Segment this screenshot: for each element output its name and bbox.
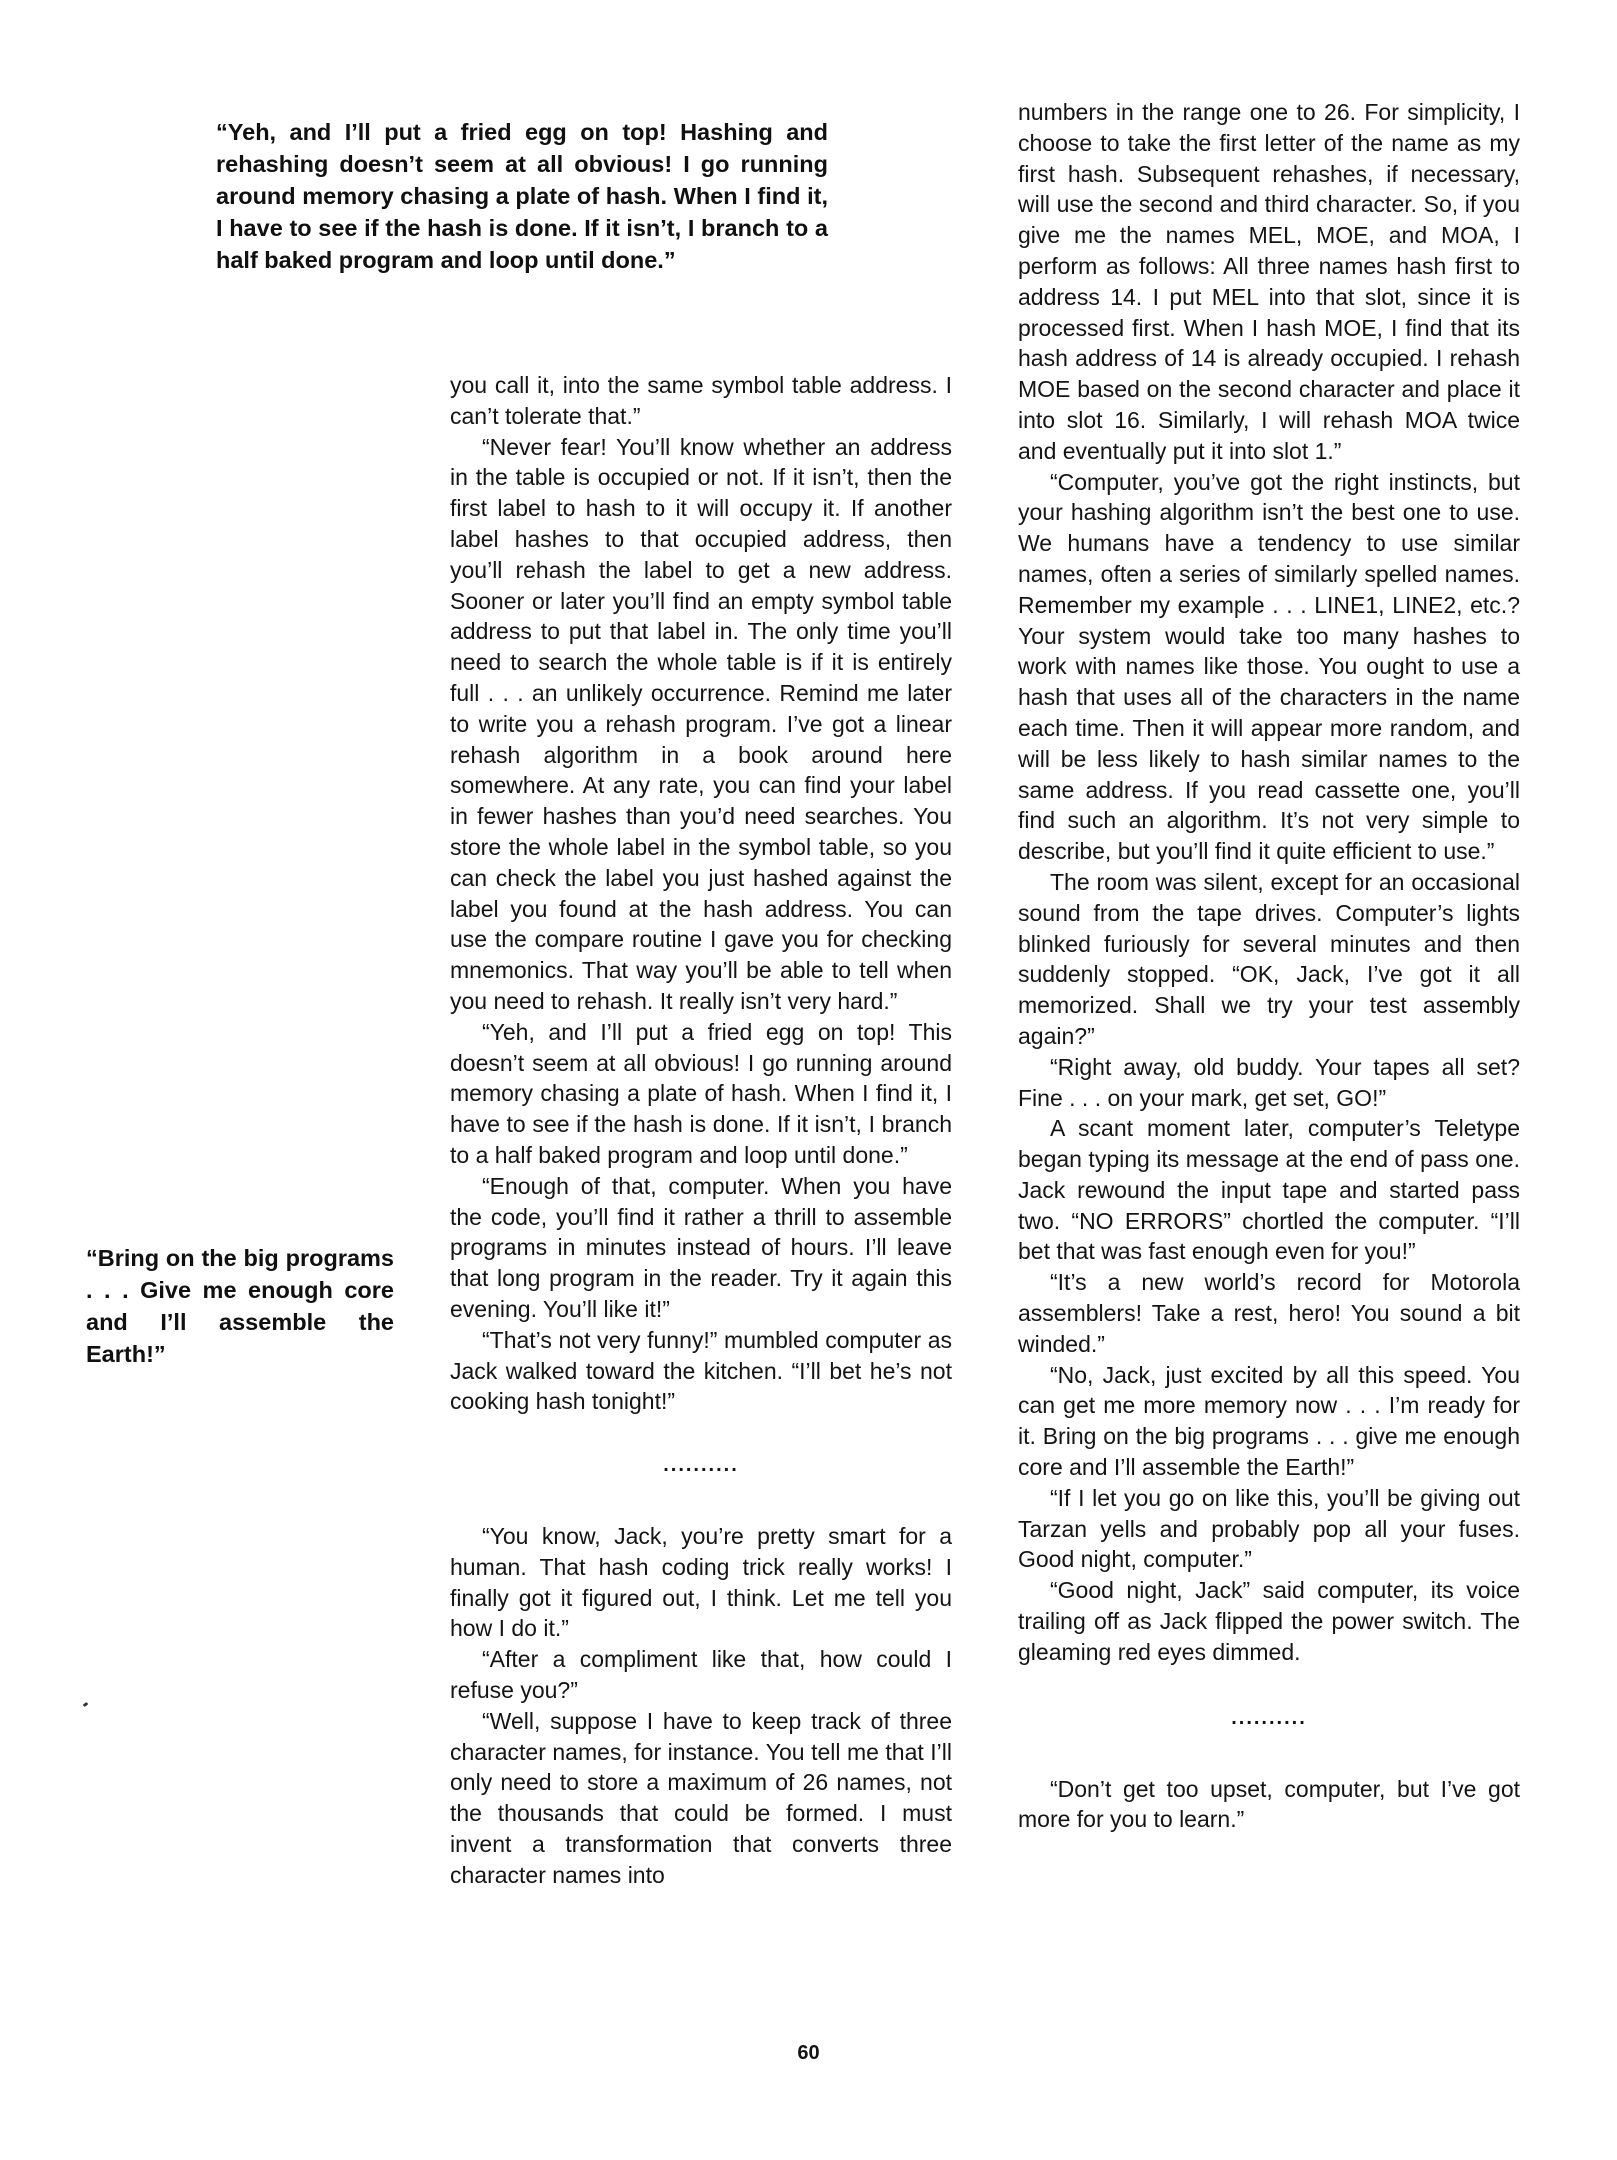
pull-quote-side: “Bring on the big programs . . . Give me enough core and I’ll assemble the Earth!” bbox=[86, 1245, 394, 1367]
pull-quote-top: “Yeh, and I’ll put a fried egg on top! Hashing and rehashing doesn’t seem at all obvious! I go running around memory chasing a plate of hash. When I find it, I have to see if the hash is done. If it isn’t, I branch to a half baked program and loop until done.” bbox=[216, 119, 828, 273]
paragraph: “It’s a new world’s record for Motorola assemblers! Take a rest, hero! You sound a bit winded.” bbox=[1018, 1269, 1520, 1357]
scan-speck bbox=[83, 1702, 89, 1707]
paragraph: “Right away, old buddy. Your tapes all set? Fine . . . on your mark, get set, GO!” bbox=[1018, 1053, 1520, 1111]
section-separator: .......... bbox=[663, 1454, 739, 1477]
paragraph: “That’s not very funny!” mumbled computer as Jack walked toward the kitchen. “I’ll bet he’s not cooking hash tonight!” bbox=[450, 1326, 952, 1415]
paragraph: “Computer, you’ve got the right instincts, but your hashing algorithm isn’t the best one to use. We humans have a tendency to use similar names, often a series of similarly spelled names. Remember my example . . . LINE1, LINE2, etc.? Your system would take too many hashes to work with names like those. You ought to use a hash that uses all of the characters in the name each time. Then it will appear more random, and will be less likely to hash similar names to the same address. If you read cassette one, you’ll find such an algorithm. It’s not very simple to describe, but you’ll find it quite efficient to use.” bbox=[1018, 468, 1520, 865]
paragraph: The room was silent, except for an occasional sound from the tape drives. Computer’s lights blinked furiously for several minutes and then suddenly stopped. “OK, Jack, I’ve got it all memorized. Shall we try your test assembly again?” bbox=[1018, 868, 1520, 1049]
section-separator: .......... bbox=[1231, 1706, 1307, 1729]
paragraph: “Don’t get too upset, computer, but I’ve got more for you to learn.” bbox=[1018, 1775, 1520, 1833]
page-number: 60 bbox=[797, 2042, 820, 2064]
paragraph: “Good night, Jack” said computer, its voice trailing off as Jack flipped the power switch. The gleaming red eyes dimmed. bbox=[1018, 1577, 1520, 1665]
paragraph: “If I let you go on like this, you’ll be giving out Tarzan yells and probably pop all your fuses. Good night, computer.” bbox=[1018, 1484, 1520, 1573]
paragraph: “Yeh, and I’ll put a fried egg on top! This doesn’t seem at all obvious! I go running around memory chasing a plate of hash. When I find it, I have to see if the hash is done. If it isn’t, I branch to a half baked program and loop until done.” bbox=[450, 1018, 952, 1168]
right-column bbox=[1018, 97, 1520, 1835]
paragraph: A scant moment later, computer’s Teletype began typing its message at the end of pass one. Jack rewound the input tape and started pass two. “NO ERRORS” chortled the computer. “I’ll bet that was fast enough even for you!” bbox=[1018, 1115, 1520, 1265]
paragraph: numbers in the range one to 26. For simplicity, I choose to take the first letter of the name as my first hash. Subsequent rehashes, if necessary, will use the second and third character. So, if you give me the names MEL, MOE, and MOA, I perform as follows: All three names hash first to address 14. I put MEL into that slot, since it is processed first. When I hash MOE, I find that its hash address of 14 is already occupied. I rehash MOE based on the second character and place it into slot 16. Similarly, I will rehash MOA twice and eventually put it into slot 1.” bbox=[1018, 99, 1520, 464]
paragraph: “Well, suppose I have to keep track of three character names, for instance. You tell me that I’ll only need to store a maximum of 26 names, not the thousands that could be formed. I must invent a transformation that converts three character names into bbox=[450, 1707, 952, 1888]
paragraph: “Enough of that, computer. When you have the code, you’ll find it rather a thrill to assemble programs in minutes instead of hours. I’ll leave that long program in the reader. Try it again this evening. You’ll like it!” bbox=[450, 1172, 952, 1322]
paragraph: “No, Jack, just excited by all this speed. You can get me more memory now . . . I’m ready for it. Bring on the big programs . . . give me enough core and I’ll assemble the Earth!” bbox=[1018, 1361, 1520, 1481]
paragraph: “You know, Jack, you’re pretty smart for a human. That hash coding trick really works! I finally got it figured out, I think. Let me tell you how I do it.” bbox=[450, 1523, 952, 1642]
paragraph: “Never fear! You’ll know whether an address in the table is occupied or not. If it isn’t, then the first label to hash to it will occupy it. If another label hashes to that occupied address, then you’ll rehash the label to get a new address. Sooner or later you’ll find an empty symbol table address to put that label in. The only time you’ll need to search the whole table is if it is entirely full . . . an unlikely occurrence. Remind me later to write you a rehash program. I’ve got a linear rehash algorithm in a book around here somewhere. At any rate, you can find your label in fewer hashes than you’d need searches. You store the whole label in the symbol table, so you can check the label you just hashed against the label you found at the hash address. You can use the compare routine I gave you for checking mnemonics. That way you’ll be able to tell when you need to rehash. It really isn’t very hard.” bbox=[450, 433, 952, 1014]
paragraph: you call it, into the same symbol table address. I can’t tolerate that.” bbox=[450, 372, 952, 429]
middle-column bbox=[450, 370, 952, 1891]
paragraph: “After a compliment like that, how could I refuse you?” bbox=[450, 1646, 952, 1704]
